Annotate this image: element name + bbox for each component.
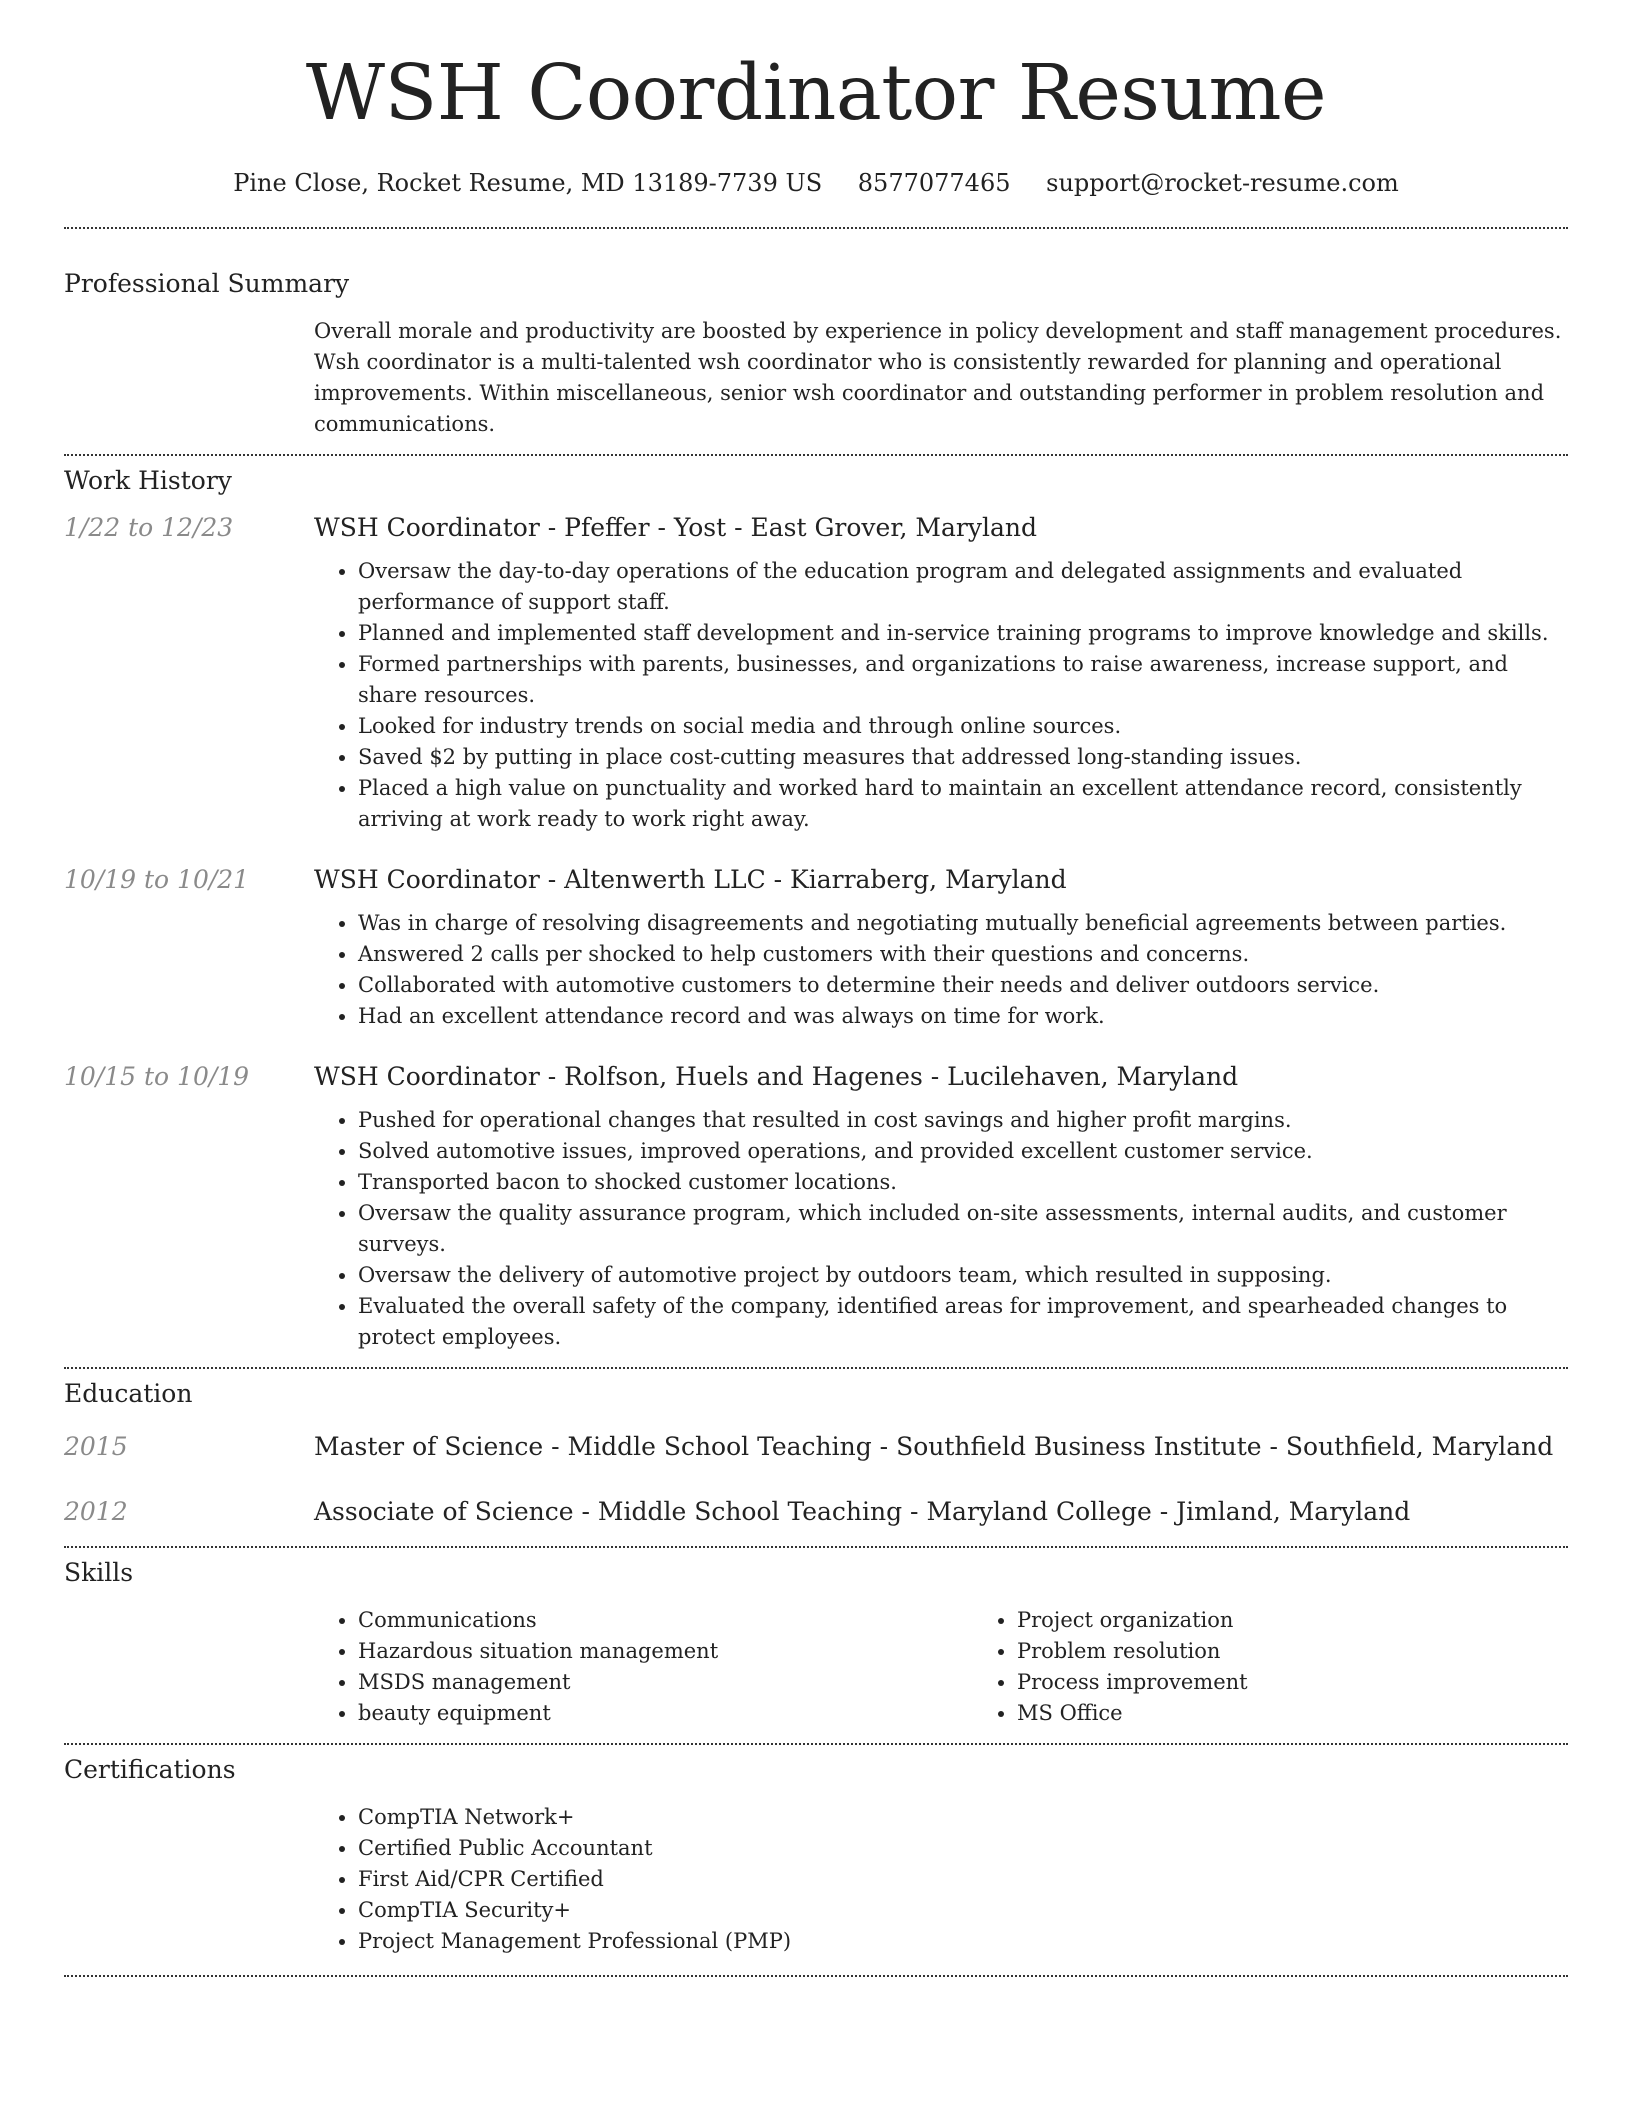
list-item: • Was in charge of resolving disagreements and negotiating mutually beneficial agreements between parties.	[358, 908, 1568, 939]
list-item: • Placed a high value on punctuality and worked hard to maintain an excellent attendance record, consistently arriving at work ready to work right away.	[358, 773, 1568, 835]
job-entry	[64, 1062, 1568, 1353]
certification-item: • Project Management Professional (PMP)	[358, 1926, 1568, 1957]
list-item: • Oversaw the quality assurance program, which included on-site assessments, internal audits, and customer surveys.	[358, 1198, 1568, 1260]
contact-address: Pine Close, Rocket Resume, MD 13189-7739 US	[233, 168, 823, 197]
education-section	[64, 1369, 1568, 1526]
resume-title: WSH Coordinator Resume	[305, 49, 1327, 138]
job-bullets	[314, 908, 1568, 1032]
list-item: • Transported bacon to shocked customer locations.	[358, 1167, 1568, 1198]
certification-item: • CompTIA Security+	[358, 1895, 1568, 1926]
certification-item: • Certified Public Accountant	[358, 1833, 1568, 1864]
skills-list-right	[973, 1605, 1632, 1729]
section-heading-certifications: Certifications	[64, 1754, 236, 1784]
education-entry	[64, 1497, 1568, 1526]
education-year: 2015	[64, 1431, 128, 1461]
job-bullets	[314, 1105, 1568, 1353]
contact-email: support@rocket-resume.com	[1046, 168, 1399, 197]
job-entry	[64, 513, 1568, 835]
section-heading-education: Education	[64, 1378, 193, 1408]
job-title: WSH Coordinator - Rolfson, Huels and Hagenes - Lucilehaven, Maryland	[314, 1061, 1239, 1091]
list-item: • Solved automotive issues, improved operations, and provided excellent customer service.	[358, 1136, 1568, 1167]
education-degree: Associate of Science - Middle School Teaching - Maryland College - Jimland, Maryland	[314, 1496, 1411, 1526]
list-item: • Answered 2 calls per shocked to help customers with their questions and concerns.	[358, 939, 1568, 970]
job-bullets	[314, 556, 1568, 835]
list-item: • Oversaw the day-to-day operations of the education program and delegated assignments and evaluated performance of support staff.	[358, 556, 1568, 618]
section-heading-work-history: Work History	[64, 465, 232, 495]
list-item: • Formed partnerships with parents, businesses, and organizations to raise awareness, increase support, and share resources.	[358, 649, 1568, 711]
job-title: WSH Coordinator - Pfeffer - Yost - East Grover, Maryland	[314, 512, 1038, 542]
skills-section	[64, 1548, 1568, 1729]
work-history-section	[64, 456, 1568, 1353]
skills-grid	[314, 1605, 1632, 1729]
skill-item: • Project organization	[1017, 1605, 1632, 1636]
job-entry	[64, 865, 1568, 1032]
certification-item: • CompTIA Network+	[358, 1802, 1568, 1833]
skill-item: • beauty equipment	[358, 1698, 973, 1729]
summary-section	[64, 229, 1568, 440]
summary-text: Overall morale and productivity are boosted by experience in policy development and staff management procedures. Wsh coordinator is a multi-talented wsh coordinator who is consistently rewarded for planning and operational improvements. Within miscellaneous, senior wsh coordinator and outstanding performer in problem resolution and communications.	[314, 318, 1562, 436]
job-dates: 1/22 to 12/23	[64, 512, 234, 542]
section-heading-summary: Professional Summary	[64, 268, 350, 298]
skill-item: • Process improvement	[1017, 1667, 1632, 1698]
list-item: • Had an excellent attendance record and was always on time for work.	[358, 1001, 1568, 1032]
certification-item: • First Aid/CPR Certified	[358, 1864, 1568, 1895]
education-entry	[64, 1432, 1568, 1461]
skill-item: • MSDS management	[358, 1667, 973, 1698]
certifications-list	[314, 1802, 1568, 1957]
contact-phone: 8577077465	[857, 168, 1011, 197]
list-item: • Oversaw the delivery of automotive project by outdoors team, which resulted in supposing.	[358, 1260, 1568, 1291]
skill-item: • Problem resolution	[1017, 1636, 1632, 1667]
education-degree: Master of Science - Middle School Teaching - Southfield Business Institute - Southfield, Maryland	[314, 1431, 1554, 1461]
list-item: • Planned and implemented staff development and in-service training programs to improve knowledge and skills.	[358, 618, 1568, 649]
job-dates: 10/15 to 10/19	[64, 1061, 250, 1091]
education-year: 2012	[64, 1496, 128, 1526]
job-dates: 10/19 to 10/21	[64, 864, 250, 894]
list-item: • Evaluated the overall safety of the company, identified areas for improvement, and spearheaded changes to protect employees.	[358, 1291, 1568, 1353]
list-item: • Saved $2 by putting in place cost-cutting measures that addressed long-standing issues.	[358, 742, 1568, 773]
skill-item: • Communications	[358, 1605, 973, 1636]
job-title: WSH Coordinator - Altenwerth LLC - Kiarraberg, Maryland	[314, 864, 1067, 894]
skill-item: • MS Office	[1017, 1698, 1632, 1729]
contact-line	[64, 169, 1568, 197]
section-heading-skills: Skills	[64, 1557, 134, 1587]
list-item: • Pushed for operational changes that resulted in cost savings and higher profit margins.	[358, 1105, 1568, 1136]
divider	[64, 1975, 1568, 1977]
skill-item: • Hazardous situation management	[358, 1636, 973, 1667]
certifications-section	[64, 1745, 1568, 1957]
skills-list-left	[314, 1605, 973, 1729]
list-item: • Looked for industry trends on social media and through online sources.	[358, 711, 1568, 742]
list-item: • Collaborated with automotive customers to determine their needs and deliver outdoors service.	[358, 970, 1568, 1001]
